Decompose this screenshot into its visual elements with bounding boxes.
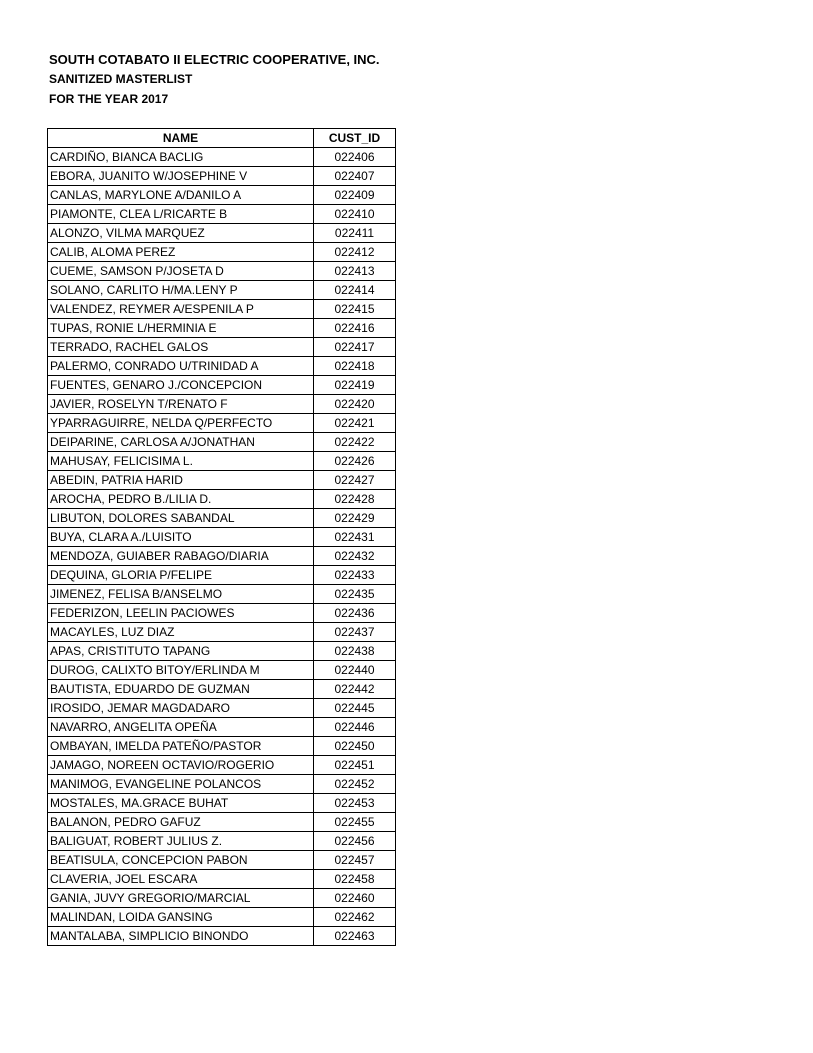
customer-name-cell: CLAVERIA, JOEL ESCARA	[48, 870, 314, 889]
customer-name-cell: BEATISULA, CONCEPCION PABON	[48, 851, 314, 870]
customer-name-cell: CANLAS, MARYLONE A/DANILO A	[48, 186, 314, 205]
table-row	[48, 224, 396, 243]
customer-name-cell: IROSIDO, JEMAR MAGDADARO	[48, 699, 314, 718]
table-row	[48, 927, 396, 946]
customer-name-cell: MENDOZA, GUIABER RABAGO/DIARIA	[48, 547, 314, 566]
table-row	[48, 471, 396, 490]
table-row	[48, 167, 396, 186]
customer-id-cell: 022411	[314, 224, 396, 243]
table-row	[48, 699, 396, 718]
table-row	[48, 851, 396, 870]
customer-name-cell: MOSTALES, MA.GRACE BUHAT	[48, 794, 314, 813]
customer-id-cell: 022455	[314, 813, 396, 832]
customer-name-cell: DEQUINA, GLORIA P/FELIPE	[48, 566, 314, 585]
customer-id-cell: 022437	[314, 623, 396, 642]
customer-id-cell: 022440	[314, 661, 396, 680]
table-row	[48, 889, 396, 908]
customer-id-cell: 022413	[314, 262, 396, 281]
customer-id-cell: 022406	[314, 148, 396, 167]
year-line: FOR THE YEAR 2017	[49, 92, 169, 106]
table-row	[48, 205, 396, 224]
customer-name-cell: FUENTES, GENARO J./CONCEPCION	[48, 376, 314, 395]
table-row	[48, 756, 396, 775]
table-row	[48, 794, 396, 813]
customer-name-cell: YPARRAGUIRRE, NELDA Q/PERFECTO	[48, 414, 314, 433]
table-row	[48, 718, 396, 737]
customer-id-cell: 022436	[314, 604, 396, 623]
table-row	[48, 908, 396, 927]
customer-id-cell: 022428	[314, 490, 396, 509]
customer-id-cell: 022420	[314, 395, 396, 414]
customer-name-cell: MANTALABA, SIMPLICIO BINONDO	[48, 927, 314, 946]
customer-name-cell: BALIGUAT, ROBERT JULIUS Z.	[48, 832, 314, 851]
customer-id-cell: 022409	[314, 186, 396, 205]
customer-name-cell: ALONZO, VILMA MARQUEZ	[48, 224, 314, 243]
table-row	[48, 528, 396, 547]
customer-id-cell: 022463	[314, 927, 396, 946]
masterlist-table	[47, 128, 396, 946]
customer-id-cell: 022414	[314, 281, 396, 300]
table-row	[48, 376, 396, 395]
customer-id-cell: 022450	[314, 737, 396, 756]
document-header	[49, 50, 380, 109]
table-row	[48, 832, 396, 851]
customer-name-cell: FEDERIZON, LEELIN PACIOWES	[48, 604, 314, 623]
customer-name-cell: JIMENEZ, FELISA B/ANSELMO	[48, 585, 314, 604]
table-row	[48, 148, 396, 167]
table-row	[48, 642, 396, 661]
list-title: SANITIZED MASTERLIST	[49, 72, 193, 86]
customer-name-cell: BAUTISTA, EDUARDO DE GUZMAN	[48, 680, 314, 699]
table-body	[48, 148, 396, 946]
customer-id-cell: 022427	[314, 471, 396, 490]
column-header-cust-id: CUST_ID	[314, 129, 396, 148]
customer-id-cell: 022422	[314, 433, 396, 452]
table-row	[48, 509, 396, 528]
customer-name-cell: TUPAS, RONIE L/HERMINIA E	[48, 319, 314, 338]
customer-name-cell: DEIPARINE, CARLOSA A/JONATHAN	[48, 433, 314, 452]
table-row	[48, 585, 396, 604]
customer-name-cell: MANIMOG, EVANGELINE POLANCOS	[48, 775, 314, 794]
customer-id-cell: 022460	[314, 889, 396, 908]
table-row	[48, 414, 396, 433]
customer-id-cell: 022429	[314, 509, 396, 528]
table-row	[48, 813, 396, 832]
table-row	[48, 338, 396, 357]
customer-id-cell: 022417	[314, 338, 396, 357]
customer-id-cell: 022458	[314, 870, 396, 889]
table-row	[48, 357, 396, 376]
customer-id-cell: 022426	[314, 452, 396, 471]
table-row	[48, 452, 396, 471]
table-row	[48, 319, 396, 338]
table-row	[48, 737, 396, 756]
customer-name-cell: AROCHA, PEDRO B./LILIA D.	[48, 490, 314, 509]
customer-id-cell: 022407	[314, 167, 396, 186]
customer-name-cell: JAVIER, ROSELYN T/RENATO F	[48, 395, 314, 414]
customer-id-cell: 022431	[314, 528, 396, 547]
customer-name-cell: DUROG, CALIXTO BITOY/ERLINDA M	[48, 661, 314, 680]
customer-id-cell: 022418	[314, 357, 396, 376]
customer-name-cell: BUYA, CLARA A./LUISITO	[48, 528, 314, 547]
customer-id-cell: 022415	[314, 300, 396, 319]
customer-name-cell: TERRADO, RACHEL GALOS	[48, 338, 314, 357]
customer-name-cell: CARDIÑO, BIANCA BACLIG	[48, 148, 314, 167]
customer-id-cell: 022432	[314, 547, 396, 566]
customer-name-cell: VALENDEZ, REYMER A/ESPENILA P	[48, 300, 314, 319]
customer-id-cell: 022452	[314, 775, 396, 794]
customer-name-cell: APAS, CRISTITUTO TAPANG	[48, 642, 314, 661]
customer-id-cell: 022419	[314, 376, 396, 395]
customer-id-cell: 022438	[314, 642, 396, 661]
table-header-row	[48, 129, 396, 148]
customer-name-cell: MAHUSAY, FELICISIMA L.	[48, 452, 314, 471]
customer-id-cell: 022453	[314, 794, 396, 813]
customer-name-cell: GANIA, JUVY GREGORIO/MARCIAL	[48, 889, 314, 908]
customer-id-cell: 022416	[314, 319, 396, 338]
table-row	[48, 566, 396, 585]
customer-name-cell: NAVARRO, ANGELITA OPEÑA	[48, 718, 314, 737]
table-row	[48, 604, 396, 623]
table-row	[48, 281, 396, 300]
table-row	[48, 547, 396, 566]
table-row	[48, 433, 396, 452]
customer-id-cell: 022433	[314, 566, 396, 585]
customer-name-cell: MACAYLES, LUZ DIAZ	[48, 623, 314, 642]
table-row	[48, 243, 396, 262]
customer-name-cell: PALERMO, CONRADO U/TRINIDAD A	[48, 357, 314, 376]
organization-name: SOUTH COTABATO II ELECTRIC COOPERATIVE, INC.	[49, 52, 380, 67]
table-row	[48, 262, 396, 281]
table-row	[48, 870, 396, 889]
customer-name-cell: JAMAGO, NOREEN OCTAVIO/ROGERIO	[48, 756, 314, 775]
customer-id-cell: 022410	[314, 205, 396, 224]
customer-id-cell: 022421	[314, 414, 396, 433]
table-row	[48, 661, 396, 680]
column-header-name: NAME	[48, 129, 314, 148]
table-row	[48, 680, 396, 699]
customer-id-cell: 022445	[314, 699, 396, 718]
customer-id-cell: 022462	[314, 908, 396, 927]
customer-name-cell: BALANON, PEDRO GAFUZ	[48, 813, 314, 832]
table-row	[48, 623, 396, 642]
customer-name-cell: SOLANO, CARLITO H/MA.LENY P	[48, 281, 314, 300]
table-row	[48, 395, 396, 414]
customer-name-cell: ABEDIN, PATRIA HARID	[48, 471, 314, 490]
customer-name-cell: MALINDAN, LOIDA GANSING	[48, 908, 314, 927]
table-row	[48, 186, 396, 205]
customer-name-cell: CALIB, ALOMA PEREZ	[48, 243, 314, 262]
customer-name-cell: CUEME, SAMSON P/JOSETA D	[48, 262, 314, 281]
customer-name-cell: OMBAYAN, IMELDA PATEÑO/PASTOR	[48, 737, 314, 756]
customer-id-cell: 022412	[314, 243, 396, 262]
customer-name-cell: LIBUTON, DOLORES SABANDAL	[48, 509, 314, 528]
table-row	[48, 775, 396, 794]
customer-id-cell: 022457	[314, 851, 396, 870]
customer-id-cell: 022435	[314, 585, 396, 604]
customer-id-cell: 022456	[314, 832, 396, 851]
table-row	[48, 490, 396, 509]
customer-id-cell: 022442	[314, 680, 396, 699]
table-row	[48, 300, 396, 319]
customer-id-cell: 022446	[314, 718, 396, 737]
customer-name-cell: PIAMONTE, CLEA L/RICARTE B	[48, 205, 314, 224]
customer-name-cell: EBORA, JUANITO W/JOSEPHINE V	[48, 167, 314, 186]
customer-id-cell: 022451	[314, 756, 396, 775]
